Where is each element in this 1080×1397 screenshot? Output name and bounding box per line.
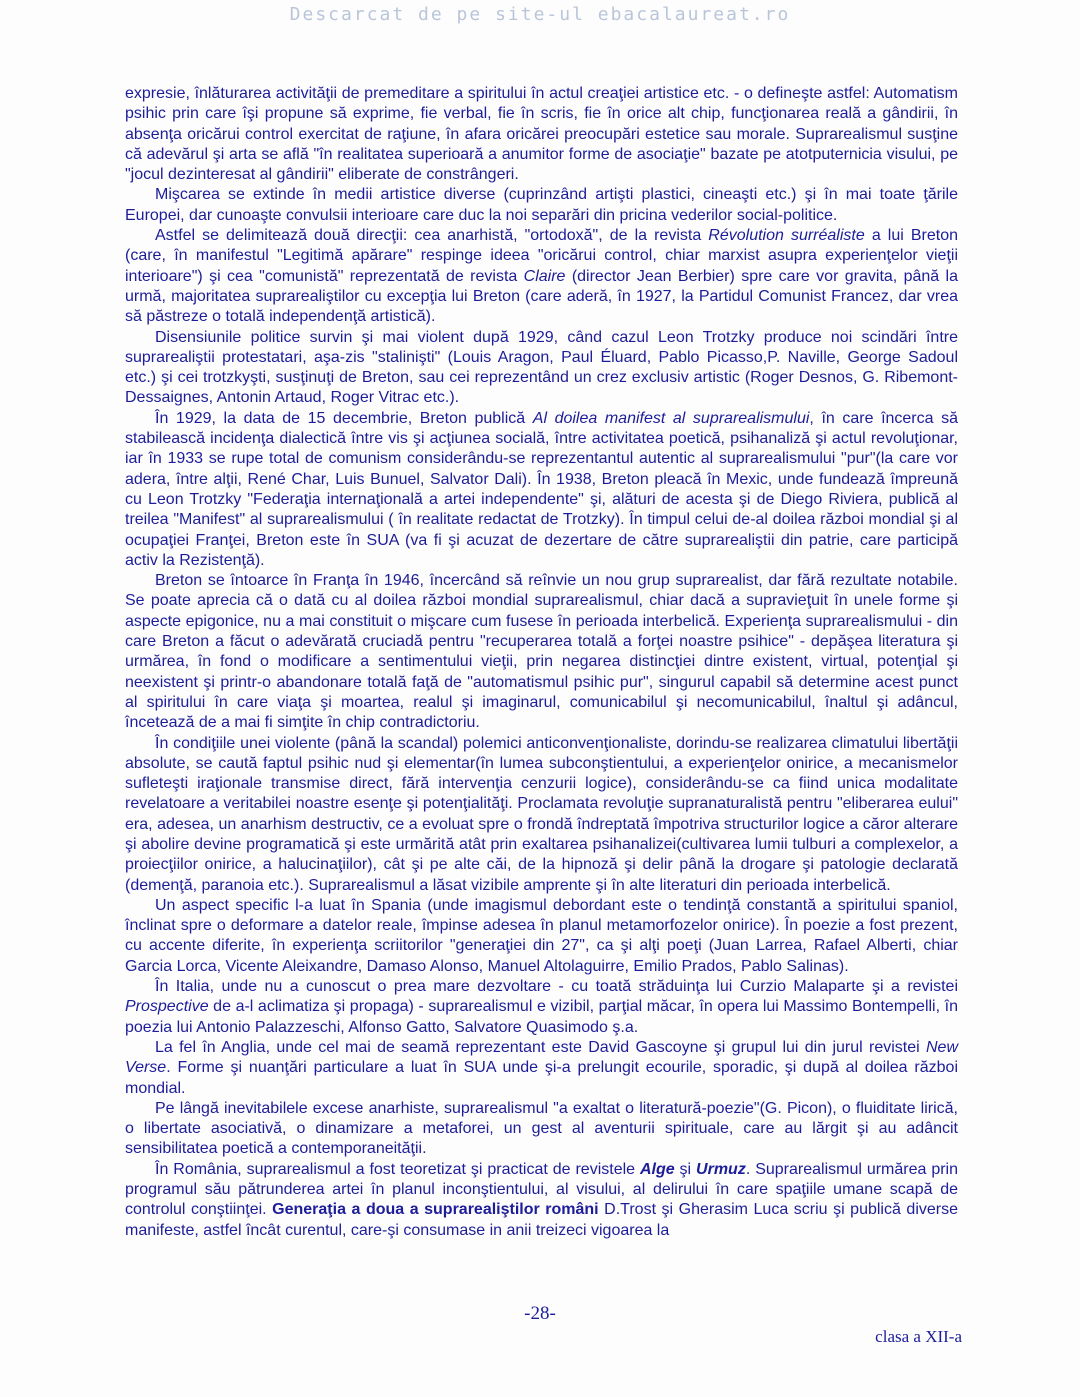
class-label: clasa a XII-a — [875, 1327, 962, 1346]
watermark: Descarcat de pe site-ul ebacalaureat.ro — [289, 4, 791, 25]
text-segment: expresie, înlăturarea activităţii de premeditare a spiritului în actul creaţiei artistice etc. - o defineşte astfel: Automatism psihic prin care îşi propune să exprime, fie verbal, fie în scris, fie în orice alt chip, funcţionarea reală a gândirii, în absenţa oricărui control exercitat de raţiune, în afara oricărei preocupări estetice sau morale. Suprarealismul susţine că adevărul şi arta se află "în realitatea superioară a anumitor forme de asociaţie" bazate pe atotputernicia visului, pe "jocul dezinteresat al gândirii" eliberate de constrângeri. — [125, 85, 958, 184]
text-segment: Breton se întoarce în Franţa în 1946, încercând să reînvie un nou grup suprarealist, dar fără rezultate notabile. Se poate aprecia că o dată cu al doilea război mondial suprarealismul, chiar dacă a supravieţuit în unele forme şi aspecte epigonice, nu a mai constituit o mişcare cum fusese în perioada interbelică. Experienţa suprarealismului - din care Breton a făcut o adevărată cruciadă pentru "recuperarea totală a forţei noastre psihice" - depăşea literatura şi urmărea, în fond o modificare a sentimentului vieţii, prin negarea distincţiei dintre existent, virtual, potenţial şi neexistent şi printr-o abandonare totală faţă de "automatismul psihic pur", singurul capabil să determine acest punct al spiritului în care viaţa şi moartea, realul şi imaginarul, comunicabilul şi necomunicabilul, înaltul şi adâncul, încetează de a mai fi simţite în chip contradictoriu. — [125, 572, 958, 732]
text-segment: Urmuz — [696, 1160, 746, 1178]
text-segment: Claire — [523, 267, 566, 285]
text-segment: D.Trost şi Gherasim Luca scriu şi publică diverse manifeste, astfel încât curentul, care-şi consumase in anii treizeci vigoarea la — [125, 1201, 958, 1239]
paragraph — [125, 409, 958, 571]
paragraph — [125, 226, 958, 327]
paragraph — [125, 571, 958, 733]
text-segment: Prospective — [125, 998, 209, 1016]
text-segment: a lui Breton (care, în manifestul "Legitimă apărare" respinge ideea "oricărui control, chiar marxist asupra experienţelor vieţii interioare") şi cea "comunistă" reprezentată de revista — [125, 227, 958, 285]
text-segment: , în care încerca să stabilească incidenţa dialectică între vis şi acţiunea socială, între activitatea poetică, psihanaliză şi actul revoluţionar, iar în 1933 se rupe total de comunism considerându-se reprezentantul autentic al suprarealismului "pur"(la care vor adera, între alţii, René Char, Luis Bunuel, Salvator Dali). În 1938, Breton pleacă în Mexic, unde fundează împreună cu Leon Trotzky "Federaţia internaţională a artei independente" şi, alături de acesta şi de Diego Riviera, publică al treilea "Manifest" al suprarealismului ( în realitate redactat de Trotzky). În timpul celui de-al doilea război mondial şi al ocupaţiei Franţei, Breton este în SUA (va fi şi acuzat de dezertare de către suprarealiştii din patrie, care participă activ la Rezistenţă). — [125, 409, 959, 569]
paragraph — [125, 734, 958, 896]
paragraph — [125, 896, 958, 977]
text-segment: În 1929, la data de 15 decembrie, Breton publică — [155, 409, 533, 427]
paragraph — [125, 1099, 958, 1160]
document-body — [125, 84, 958, 1241]
text-segment: În Italia, unde nu a cunoscut o prea mare dezvoltare - cu toată străduinţa lui Curzio Malaparte şi a revistei — [155, 978, 958, 996]
text-segment: . Forme şi nuanţări particulare a luat în SUA unde şi-a prelungit ecourile, sporadic, şi după al doilea război mondial. — [125, 1059, 958, 1097]
text-segment: Mişcarea se extinde în medii artistice diverse (cuprinzând artişti plastici, cineaşti etc.) şi în mai toate ţările Europei, dar cunoaşte convulsii interioare care duc la noi separări din pricina vederilor social-politice. — [125, 186, 958, 224]
text-segment: La fel în Anglia, unde cel mai de seamă reprezentant este David Gascoyne şi grupul lui din jurul revistei — [155, 1038, 926, 1056]
text-segment: În condiţiile unei violente (până la scandal) polemici anticonvenţionaliste, dorindu-se realizarea climatului libertăţii absolute, se caută faptul psihic nud şi elementar(în lumea subconştientului, a experienţelor onirice, a mecanismelor sufleteşti iraţionale transmise direct, fără intervenţia cenzurii logice), considerându-se ca fiind unica modalitate revelatoare a veritabilei noastre esenţe şi potenţialităţi. Proclamata revoluţie supranaturalistă pentru "eliberarea eului" era, adesea, un anarhism destructiv, ce a evoluat spre o frondă îndreptată împotriva structurilor logice a căror alterare şi abolire devine programatică şi este urmărită atât prin exaltarea psihanalizei(cultivarea lumii tulburi a complexelor, a proiecţiilor onirice, a halucinaţiilor), cât şi pe alte căi, de la hipnoză şi delir până la drogare şi patologie declarată (demenţă, paranoia etc.). Suprarealismul a lăsat vizibile amprente şi în alte literaturi din perioada interbelică. — [125, 734, 958, 894]
text-segment: New Verse — [125, 1038, 958, 1077]
text-segment: Pe lângă inevitabilele excese anarhiste, suprarealismul "a exaltat o literatură-poezie"(G. Picon), o fluiditate lirică, o libertate asociativă, o dinamizare a metaforei, un gest al aventurii spirituale, care au lărgit şi au adâncit sensibilitatea poetică a contemporaneităţii. — [125, 1099, 958, 1158]
text-segment: În România, suprarealismul a fost teoretizat şi practicat de revistele — [155, 1160, 640, 1178]
paragraph — [125, 1160, 958, 1241]
text-segment: Révolution surréaliste — [708, 227, 865, 245]
text-segment: Un aspect specific l-a luat în Spania (unde imagismul debordant este o tendinţă constantă a spiritului spaniol, înclinat spre o deformare a datelor reale, împinse adesea în planul metamorfozelor onirice). În poezie a fost prezent, cu accente diferite, în experienţa scriitorilor "generaţiei din 27", ca şi alţi poeţi (Juan Larrea, Rafael Alberti, chiar Garcia Lorca, Vicente Aleixandre, Damaso Alonso, Manuel Altolaguirre, Emilio Prados, Pablo Salinas). — [125, 896, 958, 975]
text-segment: Astfel se delimitează două direcţii: cea anarhistă, "ortodoxă", de la revista — [155, 227, 709, 245]
page-number: -28- — [524, 1303, 556, 1324]
text-segment: Al doilea manifest al suprarealismului — [532, 409, 810, 427]
text-segment: Generaţia a doua a suprarealiştilor români — [272, 1201, 599, 1219]
text-segment: de a-l aclimatiza şi propaga) - suprarealismul e vizibil, parţial măcar, în opera lui Massimo Bontempelli, în poezia lui Antonio Palazzeschi, Alfonso Gatto, Salvatore Quasimodo ş.a. — [125, 998, 958, 1036]
text-segment: şi — [674, 1160, 697, 1178]
text-segment: Alge — [639, 1160, 675, 1178]
text-segment: (director Jean Berbier) spre care vor gravita, până la urmă, majoritatea suprarealiştilor cu excepţia lui Breton (care aderă, în 1927, la Partidul Comunist Francez, dar vrea să păstreze o totală independenţă artistică). — [125, 267, 959, 326]
paragraph — [125, 977, 958, 1038]
paragraph — [125, 328, 958, 409]
paragraph — [125, 185, 958, 226]
text-segment: . Suprarealismul urmărea prin programul său pătrunderea artei în planul inconştientului, al visului, al delirului în care spaţiile umane scapă de controlul conştiinţei. — [125, 1160, 959, 1219]
paragraph — [125, 84, 958, 185]
paragraph — [125, 1038, 958, 1099]
text-segment: Disensiunile politice survin şi mai violent după 1929, când cazul Leon Trotzky produce noi scindări între suprarealiştii protestatari, aşa-zis "stalinişti" (Louis Aragon, Paul Éluard, Pablo Picasso,P. Naville, George Sadoul etc.) şi cei trotzkyşti, susţinuţi de Breton, sau cei reprezentând un crez exclusiv artistic (Roger Desnos, G. Ribemont-Dessaignes, Antonin Artaud, Roger Vitrac etc.). — [125, 328, 958, 407]
